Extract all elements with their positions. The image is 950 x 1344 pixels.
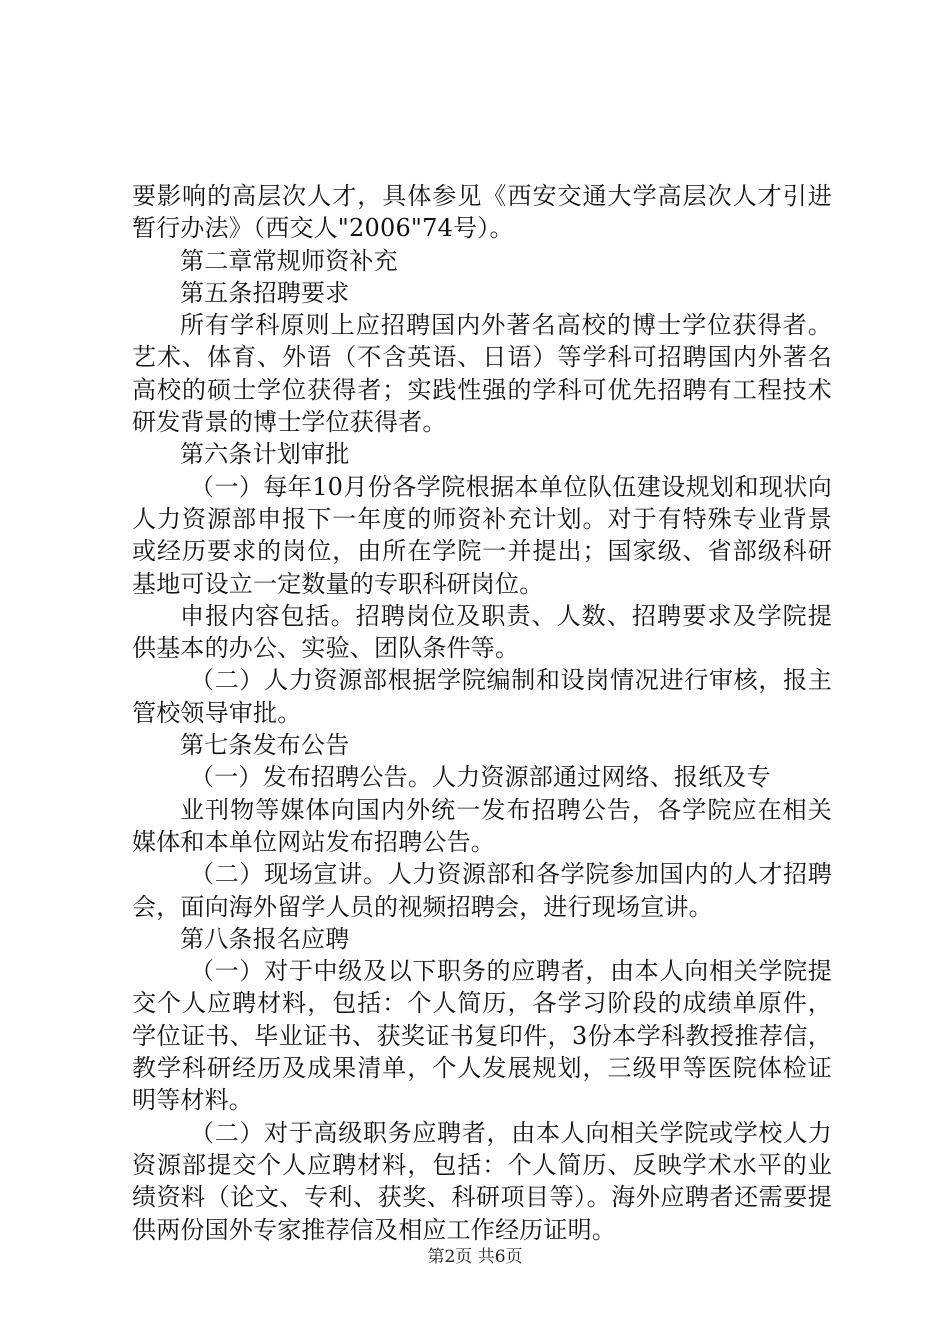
paragraph-plan-approval-2: （二）人力资源部根据学院编制和设岗情况进行审核，报主管校领导审批。 <box>132 666 832 727</box>
article-heading-8: 第八条报名应聘 <box>180 924 350 953</box>
article-heading-6: 第六条计划审批 <box>180 440 350 469</box>
page-number-footer: 第2页 共6页 <box>427 1247 523 1267</box>
document-body <box>132 180 832 1246</box>
paragraph-continuation: 要影响的高层次人才，具体参见《西安交通大学高层次人才引进暂行办法》（西交人"2006"74号）。 <box>132 182 832 243</box>
chapter-heading: 第二章常规师资补充 <box>180 246 398 275</box>
paragraph-plan-approval-1: （一）每年10月份各学院根据本单位队伍建设规划和现状向人力资源部申报下一年度的师资补充计划。对于有特殊专业背景或经历要求的岗位，由所在学院一并提出；国家级、省部级科研基地可设立一定数量的专职科研岗位。 <box>132 472 832 598</box>
paragraph-application-content: 申报内容包括。招聘岗位及职责、人数、招聘要求及学院提供基本的办公、实验、团队条件等。 <box>132 601 832 663</box>
paragraph-registration-1: （一）对于中级及以下职务的应聘者，由本人向相关学院提交个人应聘材料，包括：个人简历，各学习阶段的成绩单原件，学位证书、毕业证书、获奖证书复印件，3份本学科教授推荐信，教学科研经历及成果清单，个人发展规划，三级甲等医院体检证明等材料。 <box>132 957 832 1115</box>
paragraph-announcement-1: （一）发布招聘公告。人力资源部通过网络、报纸及专 <box>190 763 771 792</box>
paragraph-announcement-2: （二）现场宣讲。人力资源部和各学院参加国内的人才招聘会，面向海外留学人员的视频招聘会，进行现场宣讲。 <box>132 860 832 921</box>
article-heading-5: 第五条招聘要求 <box>180 278 350 307</box>
paragraph-announcement-1-cont: 业刊物等媒体向国内外统一发布招聘公告，各学院应在相关媒体和本单位网站发布招聘公告。 <box>132 795 832 856</box>
paragraph-registration-2: （二）对于高级职务应聘者，由本人向相关学院或学校人力资源部提交个人应聘材料，包括：个人简历、反映学术水平的业绩资料（论文、专利、获奖、科研项目等）。海外应聘者还需要提供两份国外专家推荐信及相应工作经历证明。 <box>132 1118 832 1244</box>
article-heading-7: 第七条发布公告 <box>180 731 350 760</box>
paragraph-recruitment-requirements: 所有学科原则上应招聘国内外著名高校的博士学位获得者。艺术、体育、外语（不含英语、日语）等学科可招聘国内外著名高校的硕士学位获得者；实践性强的学科可优先招聘有工程技术研发背景的博士学位获得者。 <box>132 311 832 437</box>
